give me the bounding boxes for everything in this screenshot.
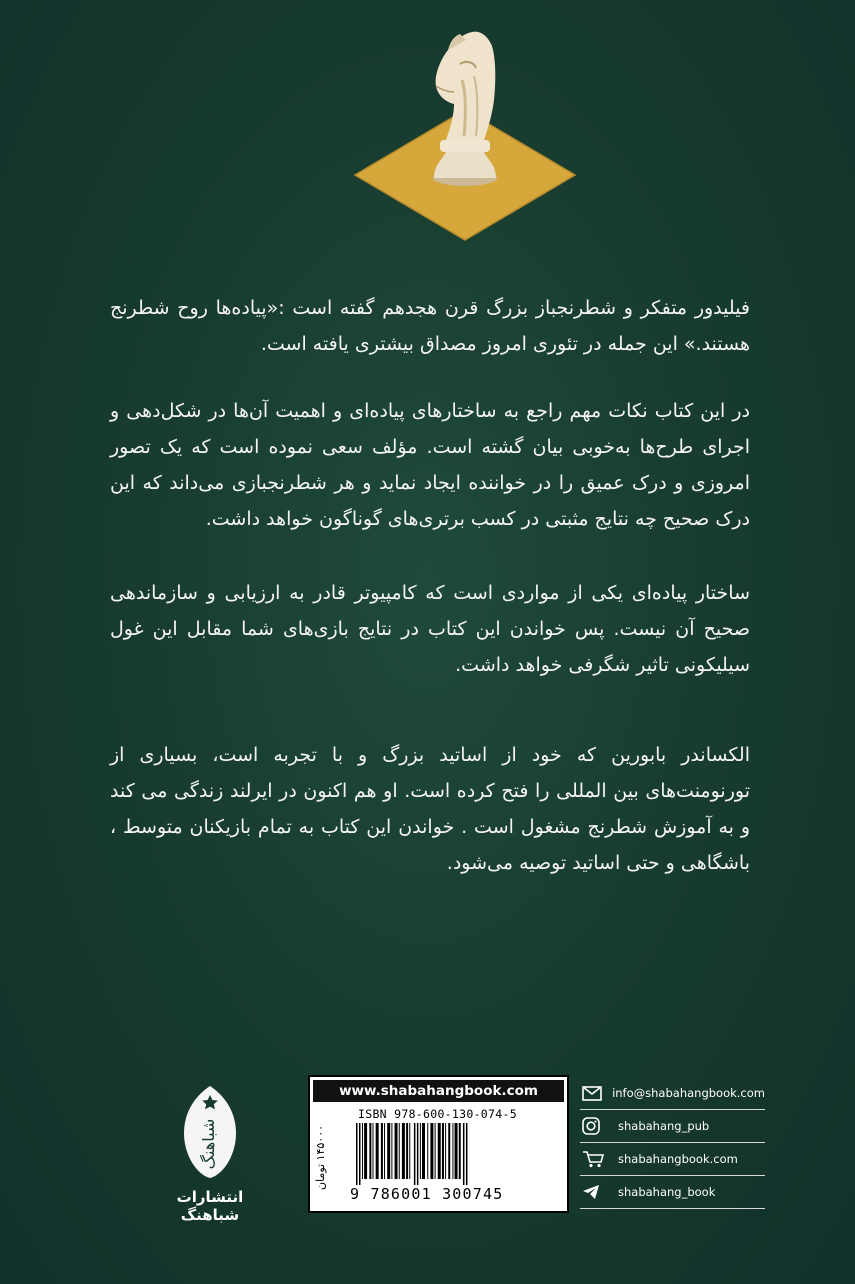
barcode-bar	[369, 1123, 371, 1179]
barcode-bar	[402, 1123, 405, 1179]
barcode-bar	[409, 1123, 410, 1179]
envelope-icon	[582, 1083, 602, 1103]
barcode-bar	[455, 1123, 458, 1179]
barcode-bar	[459, 1123, 461, 1179]
logo-script-text: شباهنگ	[199, 1118, 218, 1170]
paragraph-book-content	[110, 393, 750, 537]
barcode-bar	[448, 1123, 450, 1179]
barcode-bar	[466, 1123, 468, 1185]
barcode-bar	[364, 1123, 367, 1179]
contact-email[interactable]	[580, 1077, 765, 1110]
contact-instagram-text: shabahang_pub	[618, 1119, 710, 1133]
contact-instagram[interactable]	[580, 1110, 765, 1143]
barcode-bar	[395, 1123, 398, 1179]
barcode-bar	[420, 1123, 421, 1179]
barcode-box	[308, 1075, 569, 1213]
price-label: ۱۴۵۰۰۰ تومان	[314, 1124, 327, 1190]
contact-list	[580, 1077, 765, 1209]
paragraph-text: فیلیدور متفکر و شطرنجباز بزرگ قرن هجدهم گفته است :«پیاده‌ها روح شطرنج هستند.» این جمله در تئوری امروز مصداق بیشتری یافته است.	[110, 297, 750, 355]
barcode-bar	[362, 1123, 363, 1179]
isbn-digits: 9 786001 300745	[350, 1185, 504, 1203]
paragraph-text: ساختار پیاده‌ای یکی از مواردی است که کامپیوتر قادر به ارزیابی و سازماندهی صحیح آن نیست. پس خواندن این کتاب در نتایج بازی‌های شما مقابل این غول سیلیکونی تاثیر شگرفی خواهد داشت.	[110, 582, 750, 676]
contact-email-text: info@shabahangbook.com	[612, 1086, 765, 1100]
barcode-bar	[427, 1123, 428, 1179]
barcode-bar	[435, 1123, 436, 1179]
contact-telegram-text: shabahang_book	[618, 1185, 716, 1199]
cart-icon	[582, 1149, 608, 1169]
website-url: www.shabahangbook.com	[313, 1080, 564, 1102]
barcode-bar	[430, 1123, 433, 1179]
paragraph-text: الکساندر بابورین که خود از اساتید بزرگ و با تجربه است، بسیاری از تورنومنت‌های بین المللی را فتح کرده است. او هم اکنون در ایرلند زندگی می کند و به آموزش شطرنج مشغول است . خواندن این کتاب به تمام بازیکنان متوسط ، باشگاهی و حتی اساتید توصیه می‌شود.	[110, 744, 750, 874]
barcode-bar	[376, 1123, 379, 1179]
barcode-bar	[463, 1123, 465, 1185]
paragraph-computer	[110, 575, 750, 683]
barcode-bar	[384, 1123, 385, 1179]
contact-website-text: shabahangbook.com	[618, 1152, 738, 1166]
barcode-bar	[417, 1123, 419, 1185]
chess-knight-emblem	[350, 20, 580, 245]
barcode-bars	[354, 1123, 554, 1185]
instagram-icon	[582, 1116, 608, 1136]
paragraph-author	[110, 737, 750, 881]
barcode-bar	[399, 1123, 400, 1179]
barcode-bar	[391, 1123, 392, 1179]
isbn-label: ISBN 978-600-130-074-5	[358, 1107, 517, 1121]
publisher-name: انتشارات شباهنگ	[176, 1188, 244, 1224]
barcode-bar	[387, 1123, 390, 1179]
paragraph-text: در این کتاب نکات مهم راجع به ساختارهای پیاده‌ای و اهمیت آن‌ها در شکل‌دهی و اجرای طرح‌ها به‌خوبی بیان گشته است. مؤلف سعی نموده است که یک تصور امروزی و درک عمیق را در خواننده ایجاد نماید و هر شطرنجبازی می‌داند که این درک صحیح چه نتایج مثبتی در کسب برتری‌های گوناگون خواهد داشت.	[110, 400, 750, 530]
barcode-bar	[356, 1123, 358, 1185]
barcode-bar	[373, 1123, 374, 1179]
contact-website[interactable]	[580, 1143, 765, 1176]
barcode-bar	[438, 1123, 441, 1179]
telegram-icon	[582, 1182, 608, 1202]
contact-telegram[interactable]	[580, 1176, 765, 1209]
paragraph-philidor-quote	[110, 290, 750, 362]
barcode-bar	[445, 1123, 446, 1179]
barcode-bar	[406, 1123, 408, 1179]
shabahang-logo-icon	[175, 1082, 245, 1182]
barcode-bar	[381, 1123, 383, 1179]
barcode-bar	[414, 1123, 416, 1185]
barcode-bar	[452, 1123, 453, 1179]
publisher-logo	[150, 1082, 270, 1222]
barcode-bar	[442, 1123, 444, 1179]
knight-piece-icon	[433, 32, 497, 186]
barcode-bar	[422, 1123, 425, 1179]
barcode-bar	[359, 1123, 361, 1185]
